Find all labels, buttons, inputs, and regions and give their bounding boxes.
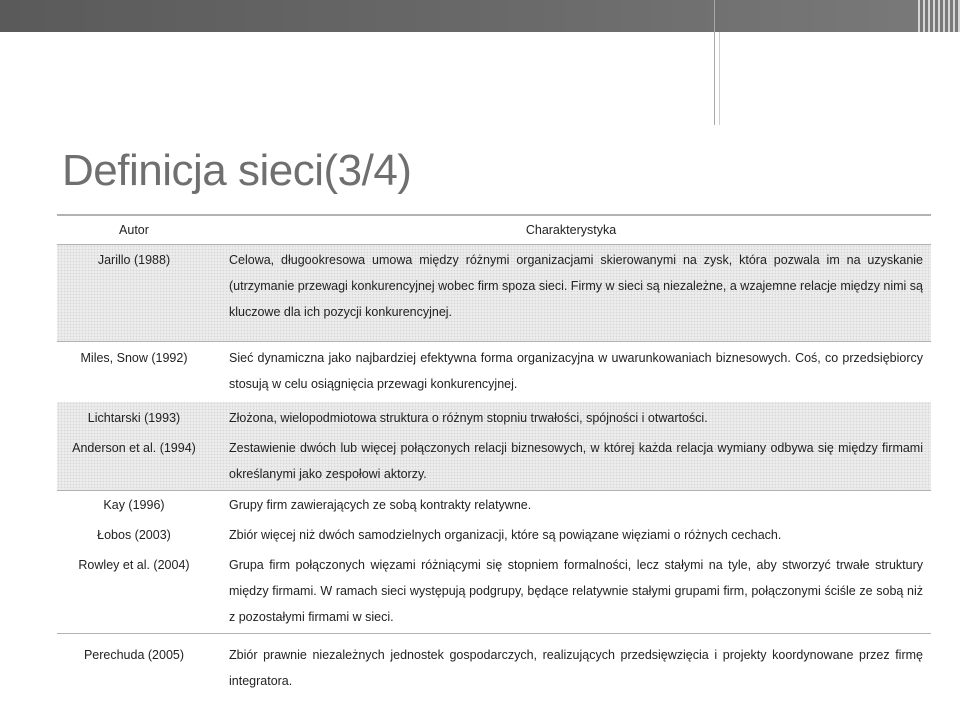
author-name: Jarillo (1988) — [97, 253, 171, 267]
description-text: Grupa firm połączonych więzami różniącymi się stopniem formalności, lecz stałymi na tyle, aby stworzyć trwałe struktury między firmami. W ramach sieci występują podgrupy, będące relatywnie stałymi grupami firm, połączonymi ściśle ze sobą niż z pozostałymi firmami w sieci. — [229, 558, 923, 624]
header-characteristic: Charakterystyka — [525, 223, 617, 237]
table-row — [57, 490, 931, 633]
author-cell — [57, 405, 211, 490]
table-row — [57, 245, 931, 342]
author-name: Rowley et al. (2004) — [78, 558, 190, 572]
top-banner — [0, 0, 960, 32]
author-cell — [57, 492, 211, 633]
description-cell — [211, 247, 931, 341]
author-name: Kay (1996) — [103, 498, 165, 512]
author-cell — [57, 345, 211, 402]
decorative-vertical-line-2 — [719, 32, 720, 125]
author-cell — [57, 247, 211, 341]
description-cell — [211, 492, 931, 633]
description-cell — [211, 405, 931, 490]
description-text: Zbiór więcej niż dwóch samodzielnych organizacji, które są powiązane więziami o różnych cechach. — [229, 528, 782, 542]
description-text: Zbiór prawnie niezależnych jednostek gospodarczych, realizujących przedsięwzięcia i projekty koordynowane przez firmę integratora. — [229, 648, 923, 688]
decorative-stripes — [918, 0, 960, 32]
description-cell — [211, 642, 931, 700]
author-name: Perechuda (2005) — [83, 648, 185, 662]
table-row — [57, 402, 931, 490]
description-text: Złożona, wielopodmiotowa struktura o różnym stopniu trwałości, spójności i otwartości. — [229, 411, 708, 425]
table-row — [57, 342, 931, 402]
description-text: Grupy firm zawierających ze sobą kontrakty relatywne. — [229, 498, 532, 512]
author-name: Anderson et al. (1994) — [72, 441, 196, 455]
description-text: Celowa, długookresowa umowa między różnymi organizacjami skierowanymi na zysk, która pozwala im na uzyskanie (utrzymanie przewagi konkurencyjnej wobec firm spoza sieci. Firmy w sieci są niezależne, a wzajemne relacje między nimi są kluczowe dla ich pozycji konkurencyjnej. — [229, 253, 924, 319]
author-name: Lichtarski (1993) — [87, 411, 181, 425]
header-author: Autor — [119, 223, 149, 237]
description-text: Zestawienie dwóch lub więcej połączonych relacji biznesowych, w której każda relacja wymiany odbywa się między firmami określanymi jako zespołowi aktorzy. — [229, 441, 923, 481]
description-text: Sieć dynamiczna jako najbardziej efektywna forma organizacyjna w uwarunkowaniach biznesowych. Coś, co przedsiębiorcy stosują w celu osiągnięcia przewagi konkurencyjnej. — [229, 351, 923, 391]
author-name: Miles, Snow (1992) — [80, 351, 188, 365]
definitions-table — [57, 214, 931, 700]
table-row — [57, 633, 931, 700]
author-name: Łobos (2003) — [97, 528, 171, 542]
author-cell — [57, 642, 211, 700]
slide-title: Definicja sieci(3/4) — [62, 146, 412, 195]
decorative-vertical-line — [714, 0, 715, 125]
description-cell — [211, 345, 931, 402]
table-header-row — [57, 214, 931, 245]
